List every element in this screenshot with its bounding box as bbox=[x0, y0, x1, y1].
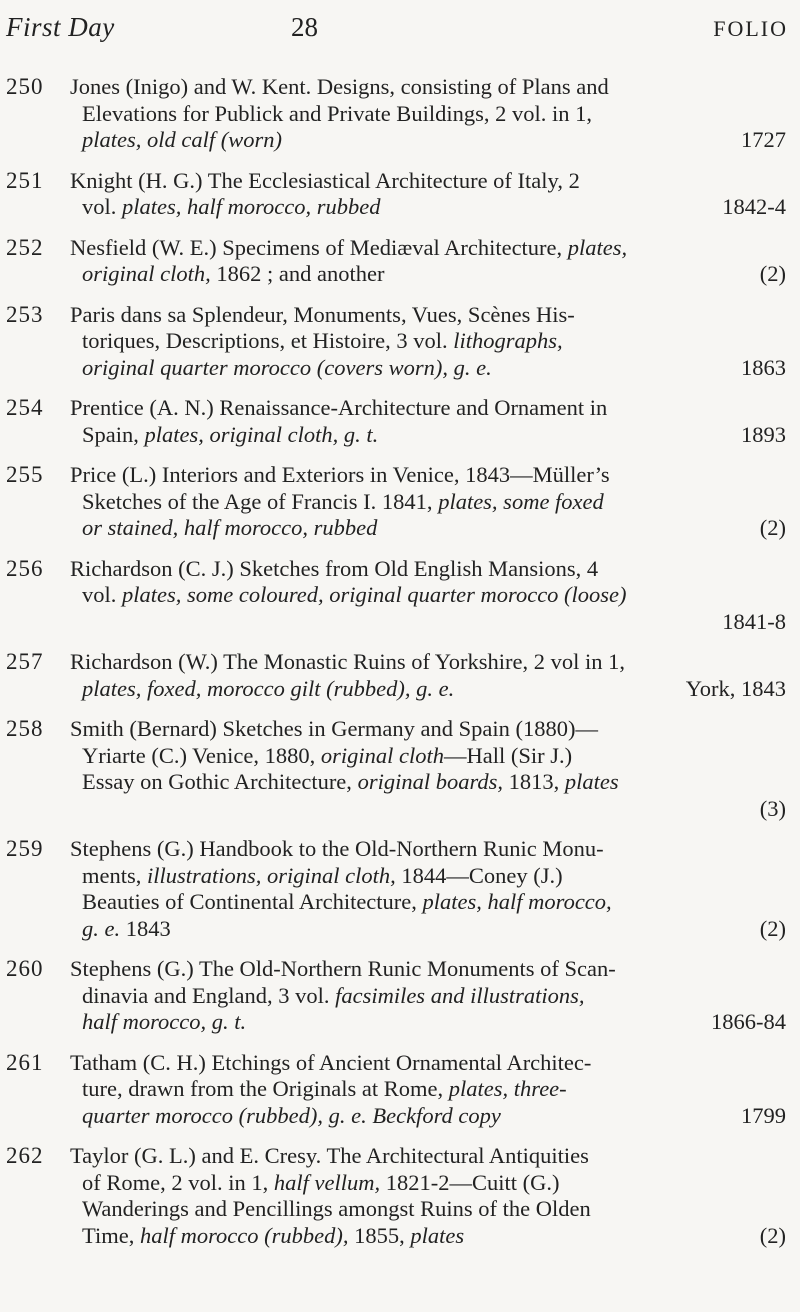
description-line bbox=[70, 328, 786, 355]
line-text bbox=[82, 676, 454, 703]
roman-text: —Hall (Sir J.) bbox=[444, 742, 573, 768]
description-line bbox=[70, 127, 786, 154]
date-or-count: 1866-84 bbox=[711, 1009, 786, 1034]
italic-text: illustrations, original cloth, bbox=[147, 862, 396, 888]
line-text bbox=[82, 1170, 559, 1195]
description-line bbox=[70, 355, 786, 382]
line-text bbox=[70, 462, 610, 487]
description-line bbox=[70, 194, 786, 221]
description-line bbox=[70, 676, 786, 703]
line-text bbox=[70, 1143, 589, 1168]
italic-text: plates, foxed, morocco gilt (rubbed), g. e. bbox=[82, 675, 455, 701]
line-text bbox=[70, 956, 616, 981]
lot-number: 250 bbox=[6, 74, 44, 99]
lot-description bbox=[70, 956, 786, 1036]
roman-text: Taylor (G. L.) and E. Cresy. The Architectural Antiquities bbox=[70, 1143, 589, 1168]
lot-number: 257 bbox=[6, 649, 44, 674]
lot-number: 254 bbox=[6, 395, 44, 420]
line-text bbox=[82, 1076, 567, 1101]
line-text bbox=[70, 235, 627, 260]
description-line bbox=[70, 101, 786, 128]
lot-entry bbox=[0, 1050, 800, 1130]
date-or-count: 1799 bbox=[741, 1102, 786, 1128]
lot-number: 258 bbox=[6, 716, 44, 741]
lot-number: 255 bbox=[6, 462, 44, 487]
lot-description bbox=[70, 649, 786, 702]
description-line bbox=[70, 302, 786, 329]
lot-description bbox=[70, 556, 786, 636]
italic-text: original quarter morocco (covers worn), g. e. bbox=[82, 354, 492, 380]
roman-text: Price (L.) Interiors and Exteriors in Venice, 1843—Müller’s bbox=[70, 462, 610, 487]
description-line bbox=[70, 1050, 786, 1077]
line-text bbox=[82, 355, 492, 382]
description-line bbox=[70, 1170, 786, 1197]
roman-text: Paris dans sa Splendeur, Monuments, Vues, Scènes His- bbox=[70, 301, 575, 327]
lot-number: 262 bbox=[6, 1143, 44, 1168]
roman-text: Yriarte (C.) Venice, 1880, bbox=[82, 742, 321, 768]
italic-text: half morocco, g. t. bbox=[82, 1009, 247, 1034]
italic-text: half vellum, bbox=[273, 1169, 381, 1195]
italic-text: facsimiles and illustrations, bbox=[335, 982, 585, 1008]
description-line bbox=[70, 769, 786, 796]
description-line bbox=[70, 649, 786, 676]
roman-text: Beauties of Continental Architecture, bbox=[82, 889, 423, 914]
line-text bbox=[82, 101, 592, 126]
description-line bbox=[70, 582, 786, 609]
italic-text: plates bbox=[564, 769, 619, 794]
line-text bbox=[70, 836, 604, 861]
date-or-count: 1842-4 bbox=[722, 194, 786, 219]
lot-description bbox=[70, 168, 786, 221]
line-text bbox=[82, 1196, 591, 1221]
line-text bbox=[82, 1223, 464, 1250]
description-line bbox=[70, 609, 786, 636]
line-text bbox=[82, 582, 627, 607]
italic-text: plates, some foxed bbox=[438, 488, 604, 514]
running-head bbox=[6, 12, 788, 48]
description-line bbox=[70, 956, 786, 983]
roman-text: dinavia and England, 3 vol. bbox=[82, 982, 336, 1008]
lot-entry bbox=[0, 302, 800, 382]
line-text bbox=[82, 1103, 501, 1130]
roman-text: Richardson (C. J.) Sketches from Old English Mansions, 4 bbox=[70, 555, 599, 581]
lot-entry bbox=[0, 462, 800, 542]
roman-text: Nesfield (W. E.) Specimens of Mediæval Architecture, bbox=[70, 234, 568, 260]
date-or-count: York, 1843 bbox=[685, 675, 786, 701]
italic-text: original boards, bbox=[357, 769, 503, 794]
description-line bbox=[70, 556, 786, 583]
italic-text: plates, half morocco, bbox=[422, 889, 612, 914]
description-line bbox=[70, 836, 786, 863]
roman-text: ture, drawn from the Originals at Rome, bbox=[82, 1076, 449, 1101]
description-line bbox=[70, 743, 786, 770]
italic-text: half morocco (rubbed), bbox=[139, 1222, 349, 1248]
lot-number: 251 bbox=[6, 167, 44, 193]
description-line bbox=[70, 395, 786, 422]
italic-text: plates, original cloth, g. t. bbox=[144, 421, 379, 447]
lot-number: 259 bbox=[6, 836, 44, 861]
line-text bbox=[82, 515, 377, 542]
date-or-count: 1893 bbox=[741, 421, 786, 447]
roman-text: Prentice (A. N.) Renaissance-Architecture and Ornament in bbox=[70, 395, 608, 420]
lot-description bbox=[70, 1050, 786, 1130]
description-line bbox=[70, 796, 786, 823]
line-text bbox=[82, 863, 563, 888]
lot-description bbox=[70, 395, 786, 448]
line-text bbox=[70, 302, 575, 327]
date-or-count: 1841-8 bbox=[722, 608, 786, 634]
description-line bbox=[70, 1143, 786, 1170]
line-text bbox=[82, 1009, 246, 1036]
line-text bbox=[82, 328, 563, 353]
description-line bbox=[70, 1009, 786, 1036]
roman-text: 1813, bbox=[503, 769, 565, 794]
date-or-count: (2) bbox=[759, 515, 786, 540]
lot-description bbox=[70, 462, 786, 542]
description-line bbox=[70, 462, 786, 489]
roman-text: Sketches of the Age of Francis I. 1841, bbox=[82, 488, 439, 514]
italic-text: plates, three- bbox=[448, 1076, 567, 1101]
line-text bbox=[82, 194, 381, 221]
lot-description bbox=[70, 716, 786, 822]
italic-text: plates bbox=[410, 1222, 465, 1248]
roman-text: vol. bbox=[82, 582, 123, 607]
roman-text: Spain, bbox=[82, 421, 145, 447]
lot-number: 261 bbox=[6, 1049, 44, 1075]
italic-text: original cloth, bbox=[82, 261, 211, 286]
lot-entry bbox=[0, 956, 800, 1036]
description-line bbox=[70, 1223, 786, 1250]
line-text bbox=[82, 889, 612, 914]
line-text bbox=[70, 556, 598, 581]
lot-entry bbox=[0, 836, 800, 942]
italic-text: plates, some coloured, original quarter morocco (loose) bbox=[122, 582, 627, 607]
page-number: 28 bbox=[291, 12, 318, 42]
line-text bbox=[82, 983, 584, 1008]
roman-text: Knight (H. G.) The Ecclesiastical Architecture of Italy, 2 bbox=[70, 167, 580, 193]
roman-text: 1844—Coney (J.) bbox=[395, 862, 563, 888]
line-text bbox=[82, 916, 171, 943]
roman-text: 1821-2—Cuitt (G.) bbox=[380, 1169, 560, 1195]
roman-text: 1862 ; and another bbox=[210, 261, 385, 286]
description-line bbox=[70, 983, 786, 1010]
description-line bbox=[70, 261, 786, 288]
roman-text: 1855, bbox=[348, 1222, 411, 1248]
lot-entry bbox=[0, 556, 800, 636]
roman-text: Tatham (C. H.) Etchings of Ancient Ornamental Architec- bbox=[70, 1049, 592, 1075]
lot-number: 256 bbox=[6, 555, 44, 581]
lot-entry bbox=[0, 649, 800, 702]
date-or-count: (3) bbox=[759, 795, 786, 821]
roman-text: vol. bbox=[82, 194, 123, 219]
lot-number: 252 bbox=[6, 234, 44, 260]
line-text bbox=[82, 127, 282, 154]
italic-text: original cloth bbox=[320, 742, 445, 768]
description-line bbox=[70, 74, 786, 101]
roman-text: Richardson (W.) The Monastic Ruins of Yorkshire, 2 vol in 1, bbox=[70, 649, 625, 674]
date-or-count: (2) bbox=[759, 915, 786, 941]
line-text bbox=[82, 261, 384, 288]
italic-text: lithographs, bbox=[453, 328, 563, 353]
line-text bbox=[70, 716, 598, 741]
date-or-count: 1727 bbox=[741, 127, 786, 152]
date-or-count: (2) bbox=[759, 261, 786, 286]
running-head-left: First Day bbox=[6, 12, 115, 42]
description-line bbox=[70, 916, 786, 943]
italic-text: plates, bbox=[567, 234, 628, 260]
description-line bbox=[70, 863, 786, 890]
line-text bbox=[70, 649, 625, 674]
description-line bbox=[70, 889, 786, 916]
description-line bbox=[70, 1103, 786, 1130]
lot-description bbox=[70, 836, 786, 942]
lot-description bbox=[70, 235, 786, 288]
lot-entry bbox=[0, 716, 800, 822]
roman-text: Elevations for Publick and Private Buildings, 2 vol. in 1, bbox=[82, 100, 592, 126]
running-head-right: FOLIO bbox=[713, 16, 788, 41]
roman-text: of Rome, 2 vol. in 1, bbox=[82, 1169, 274, 1195]
italic-text: quarter morocco (rubbed), g. e. Beckford copy bbox=[82, 1102, 501, 1128]
italic-text: g. e. bbox=[82, 915, 121, 941]
roman-text: toriques, Descriptions, et Histoire, 3 vol. bbox=[82, 328, 454, 353]
lot-entry bbox=[0, 395, 800, 448]
line-text bbox=[82, 489, 604, 514]
italic-text: plates, old calf (worn) bbox=[82, 127, 282, 152]
roman-text: ments, bbox=[82, 862, 147, 888]
lot-number: 260 bbox=[6, 956, 44, 981]
line-text bbox=[70, 395, 607, 420]
italic-text: or stained, half morocco, rubbed bbox=[82, 515, 378, 540]
lot-list bbox=[0, 74, 800, 1263]
description-line bbox=[70, 716, 786, 743]
lot-entry bbox=[0, 74, 800, 154]
description-line bbox=[70, 168, 786, 195]
italic-text: plates, half morocco, rubbed bbox=[122, 194, 381, 219]
line-text bbox=[70, 74, 609, 99]
lot-entry bbox=[0, 1143, 800, 1249]
line-text bbox=[82, 769, 619, 794]
date-or-count: 1863 bbox=[741, 354, 786, 380]
roman-text: Wanderings and Pencillings amongst Ruins of the Olden bbox=[82, 1196, 591, 1221]
roman-text: Essay on Gothic Architecture, bbox=[82, 769, 358, 794]
roman-text: Smith (Bernard) Sketches in Germany and Spain (1880)— bbox=[70, 716, 599, 741]
line-text bbox=[82, 743, 572, 768]
lot-entry bbox=[0, 168, 800, 221]
line-text bbox=[70, 168, 580, 193]
description-line bbox=[70, 1076, 786, 1103]
lot-description bbox=[70, 1143, 786, 1249]
roman-text: 1843 bbox=[120, 915, 171, 941]
description-line bbox=[70, 235, 786, 262]
description-line bbox=[70, 515, 786, 542]
date-or-count: (2) bbox=[759, 1222, 786, 1248]
roman-text: Stephens (G.) Handbook to the Old-Northern Runic Monu- bbox=[70, 836, 604, 861]
description-line bbox=[70, 489, 786, 516]
lot-entry bbox=[0, 235, 800, 288]
roman-text: Stephens (G.) The Old-Northern Runic Monuments of Scan- bbox=[70, 956, 616, 981]
description-line bbox=[70, 1196, 786, 1223]
lot-description bbox=[70, 302, 786, 382]
line-text bbox=[82, 422, 378, 449]
roman-text: Time, bbox=[82, 1222, 140, 1248]
line-text bbox=[70, 1050, 591, 1075]
lot-number: 253 bbox=[6, 301, 44, 327]
roman-text: Jones (Inigo) and W. Kent. Designs, consisting of Plans and bbox=[70, 74, 609, 99]
description-line bbox=[70, 422, 786, 449]
lot-description bbox=[70, 74, 786, 154]
